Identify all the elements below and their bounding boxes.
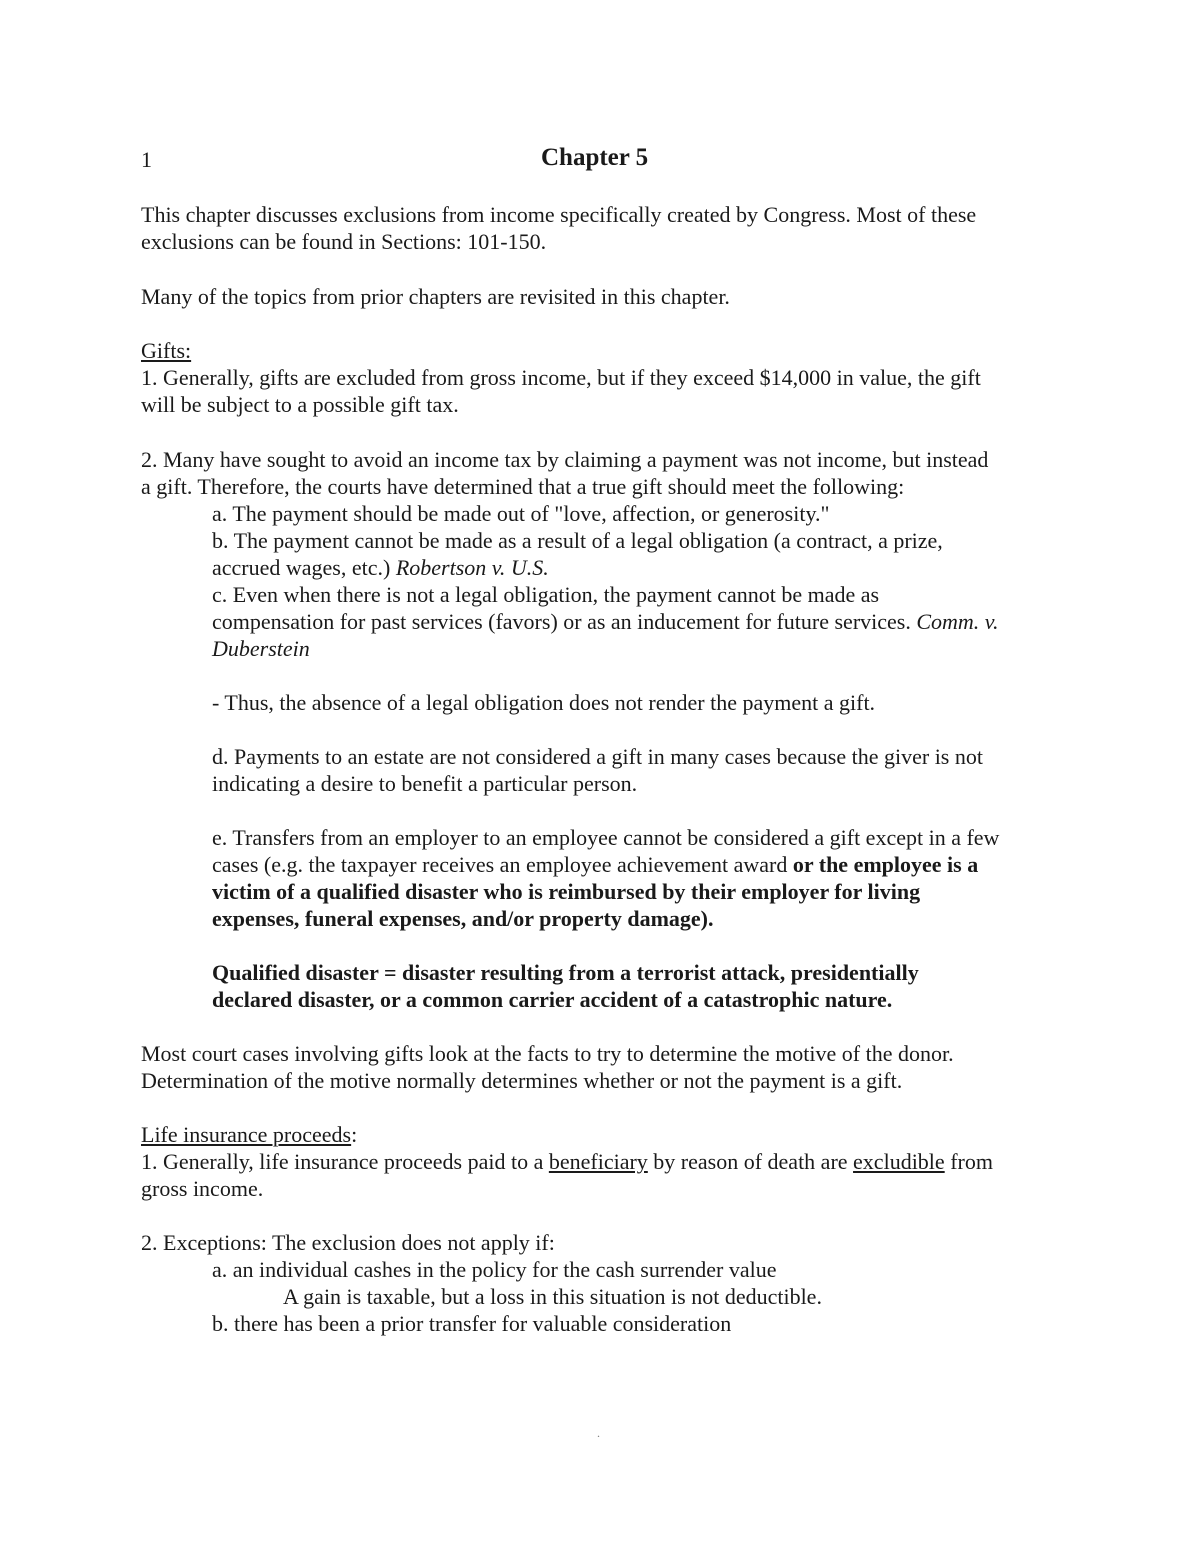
qualified-disaster-line-2: declared disaster, or a common carrier accident of a catastrophic nature. (212, 987, 893, 1012)
life-exception-a: a. an individual cashes in the policy for the cash surrender value (212, 1257, 777, 1282)
gifts-item-e-bold: or the employee is a (792, 852, 979, 877)
life-exception-a-note: A gain is taxable, but a loss in this situation is not deductible. (283, 1284, 822, 1309)
life-exception-b: b. there has been a prior transfer for valuable consideration (212, 1311, 732, 1336)
gifts-item-e-line-4: expenses, funeral expenses, and/or property damage). (212, 906, 714, 931)
qualified-disaster-line-1: Qualified disaster = disaster resulting from a terrorist attack, presidentially (212, 960, 919, 985)
term-excludible: excludible (853, 1149, 945, 1174)
chapter-title: Chapter 5 (541, 144, 649, 171)
case-duberstein: Duberstein (212, 636, 310, 661)
gifts-thus: - Thus, the absence of a legal obligation does not render the payment a gift. (212, 690, 876, 715)
gifts-item-e-line-3: victim of a qualified disaster who is reimbursed by their employer for living (212, 879, 921, 904)
term-beneficiary: beneficiary (548, 1149, 648, 1174)
gifts-item-b-text: accrued wages, etc.) (212, 555, 396, 580)
footer-mark: . (597, 1426, 600, 1440)
page-number: 1 (141, 147, 152, 172)
gifts-item-c-line-1: c. Even when there is not a legal obligation, the payment cannot be made as (212, 582, 880, 607)
gifts-item-a: a. The payment should be made out of "love, affection, or generosity." (212, 501, 830, 526)
gifts-item-e-line-1: e. Transfers from an employer to an employee cannot be considered a gift except in a few (212, 825, 1000, 850)
gifts-heading: Gifts: (141, 338, 192, 363)
life-p1-pre: 1. Generally, life insurance proceeds paid to a (141, 1149, 549, 1174)
life-p1-mid: by reason of death are (647, 1149, 854, 1174)
case-comm: Comm. v. (916, 609, 999, 634)
life-insurance-heading (141, 1121, 357, 1148)
gifts-p2-line-2: a gift. Therefore, the courts have determined that a true gift should meet the following: (141, 474, 905, 499)
case-robertson: Robertson v. U.S. (395, 555, 549, 580)
gifts-item-e-line-2 (212, 851, 978, 878)
intro-line-2: exclusions can be found in Sections: 101-150. (141, 229, 547, 254)
life-exceptions: 2. Exceptions: The exclusion does not apply if: (141, 1230, 555, 1255)
intro-line-3: Many of the topics from prior chapters are revisited in this chapter. (141, 284, 730, 309)
life-p1-line-1 (141, 1148, 993, 1175)
life-insurance-heading-colon: : (351, 1122, 358, 1147)
gifts-item-d-line-2: indicating a desire to benefit a particular person. (212, 771, 638, 796)
court-cases-line-1: Most court cases involving gifts look at the facts to try to determine the motive of the donor. (141, 1041, 954, 1066)
gifts-item-c-line-2 (212, 608, 998, 635)
court-cases-line-2: Determination of the motive normally determines whether or not the payment is a gift. (141, 1068, 903, 1093)
gifts-item-c-text: compensation for past services (favors) or as an inducement for future services. (212, 609, 917, 634)
life-p1-post: from (944, 1149, 993, 1174)
gifts-p1-line-1: 1. Generally, gifts are excluded from gross income, but if they exceed $14,000 in value, the gift (141, 365, 981, 390)
life-insurance-heading-text: Life insurance proceeds (141, 1122, 352, 1147)
life-p1-line-2: gross income. (141, 1176, 264, 1201)
gifts-p1-line-2: will be subject to a possible gift tax. (141, 392, 459, 417)
gifts-item-b-line-1: b. The payment cannot be made as a result of a legal obligation (a contract, a prize, (212, 528, 943, 553)
gifts-item-e-text: cases (e.g. the taxpayer receives an employee achievement award (212, 852, 793, 877)
gifts-item-d-line-1: d. Payments to an estate are not considered a gift in many cases because the giver is not (212, 744, 983, 769)
intro-line-1: This chapter discusses exclusions from income specifically created by Congress. Most of these (141, 202, 977, 227)
gifts-p2-line-1: 2. Many have sought to avoid an income tax by claiming a payment was not income, but instead (141, 447, 989, 472)
gifts-item-b-line-2 (212, 554, 549, 581)
